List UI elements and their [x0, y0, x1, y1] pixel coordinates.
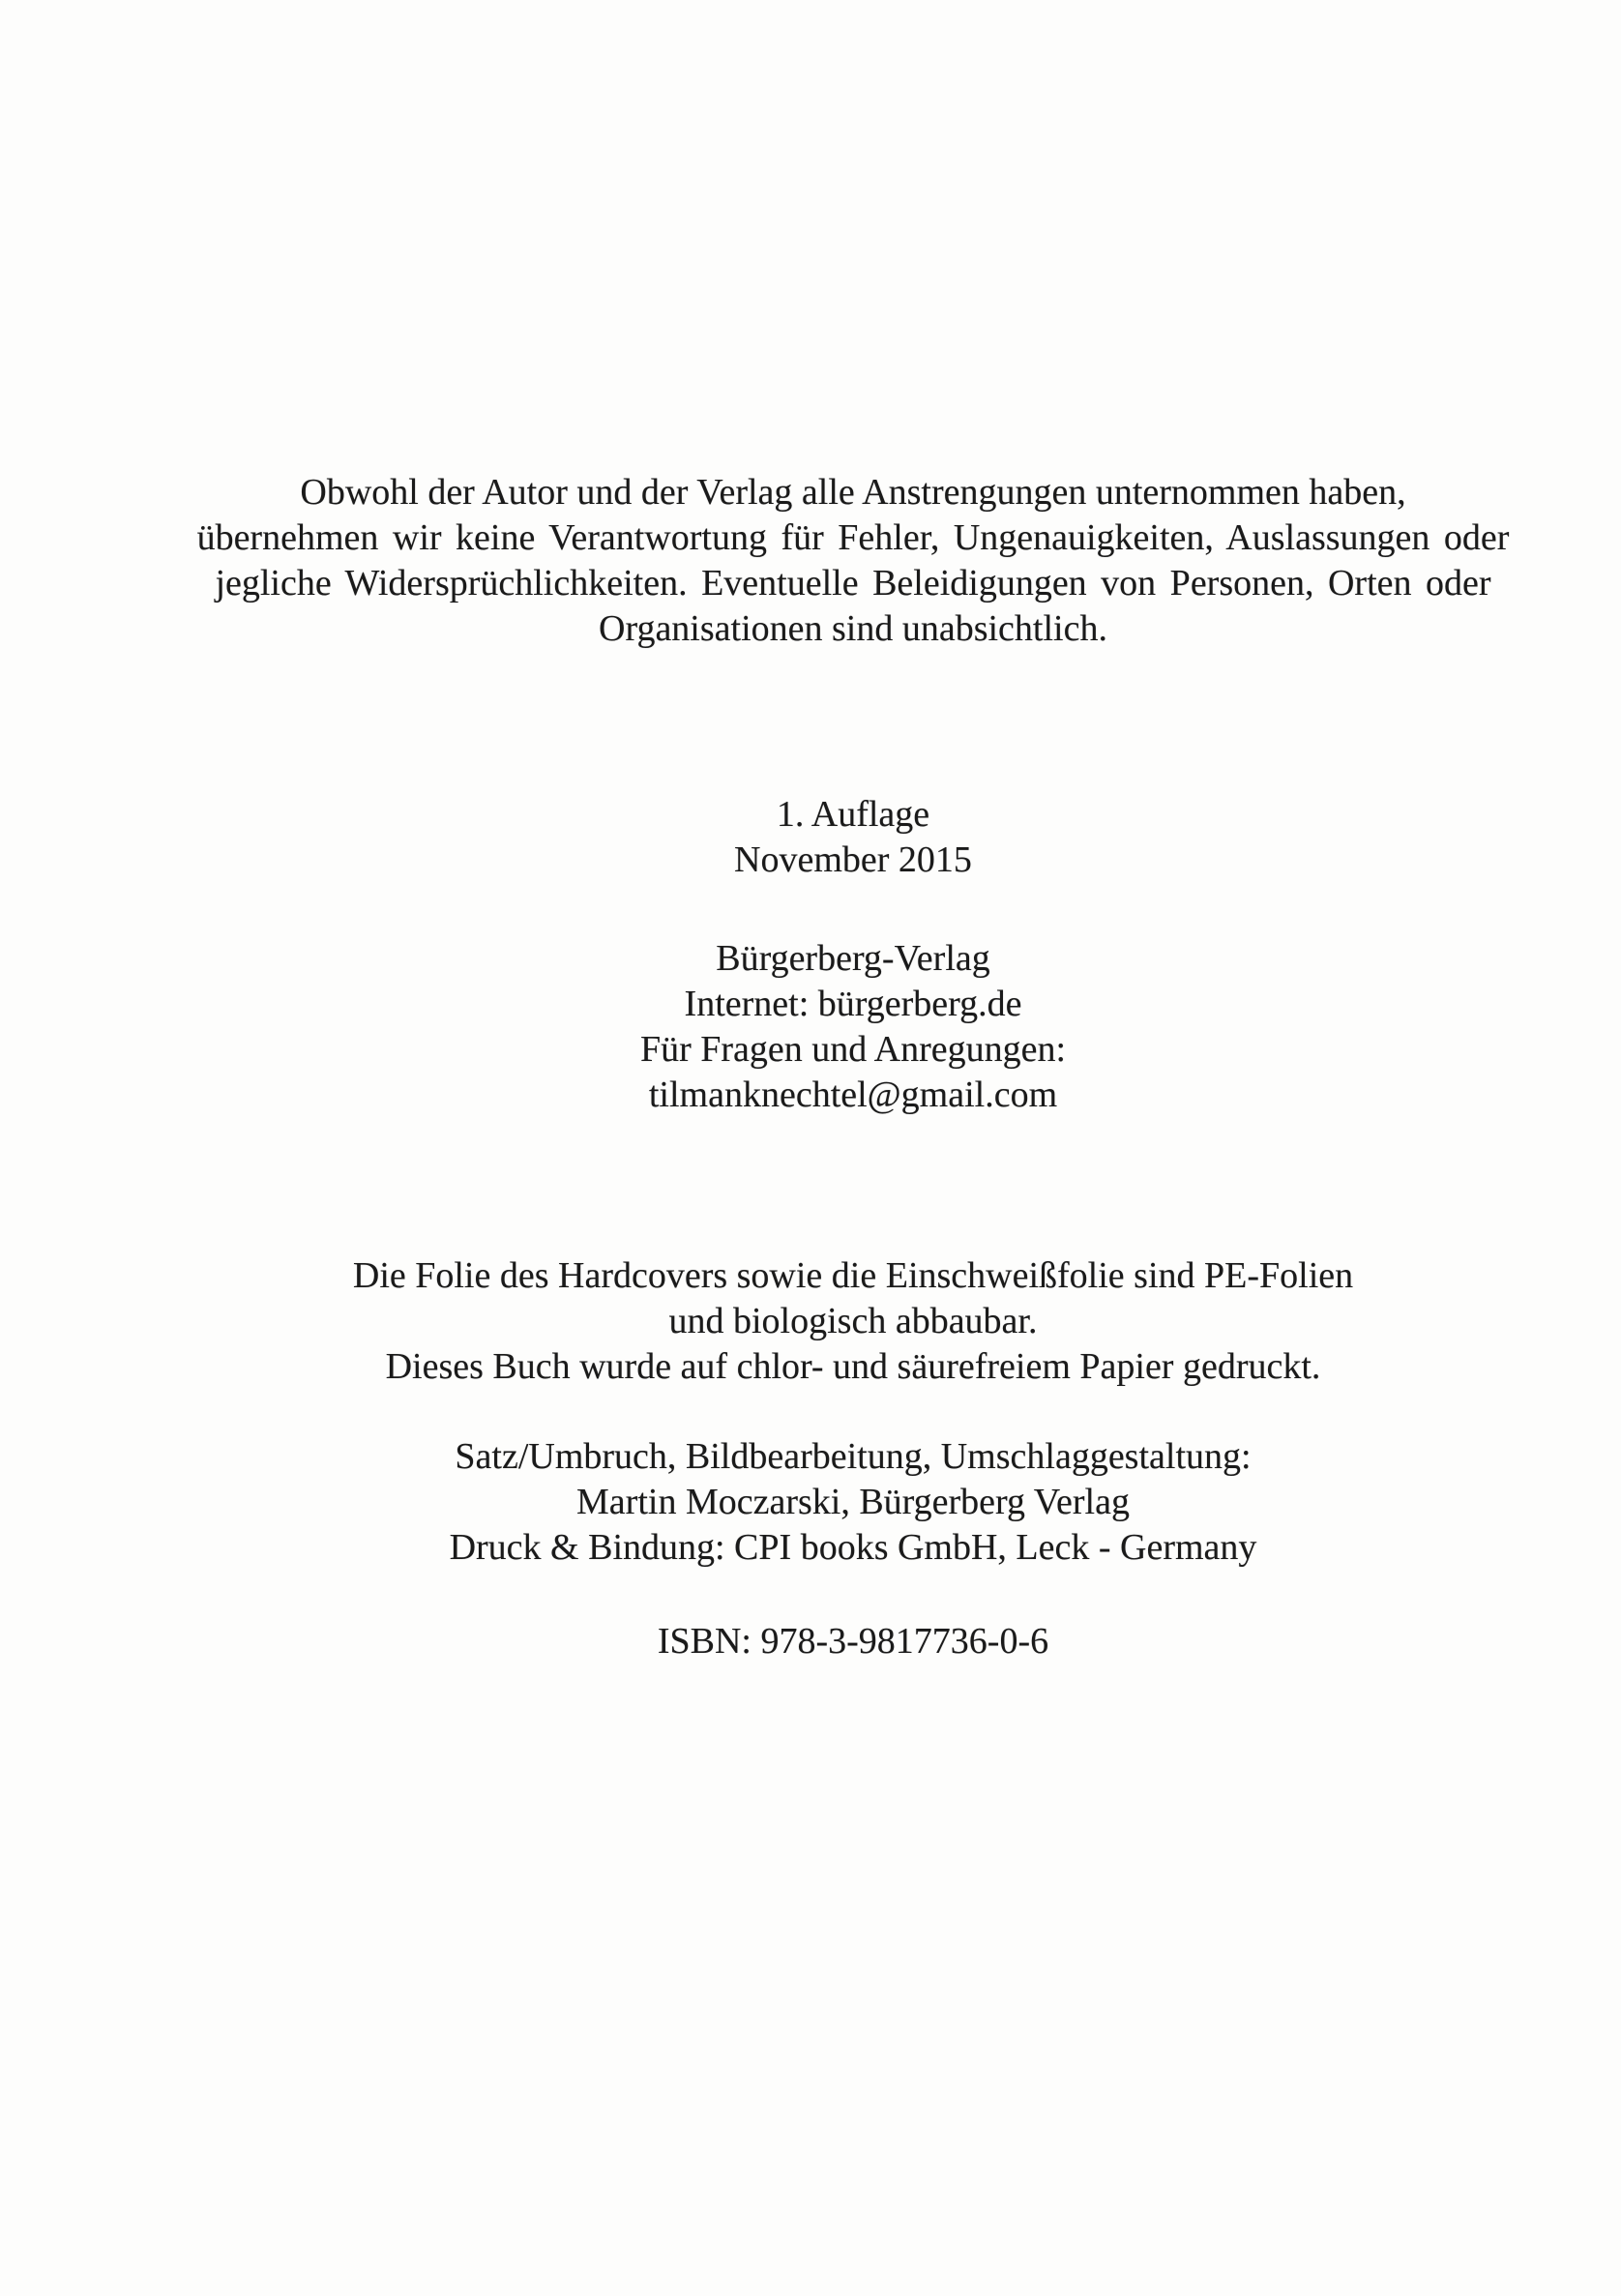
publisher-contact-label: Für Fragen und Anregungen:: [639, 1029, 1067, 1070]
publisher-name: Bürgerberg-Verlag: [716, 938, 990, 979]
publisher-email: tilmanknechtel@gmail.com: [648, 1074, 1058, 1115]
publisher-info: [85, 936, 1621, 1118]
paper-info-line-3: Dieses Buch wurde auf chlor- und säurefreiem Papier gedruckt.: [385, 1346, 1321, 1387]
production-credits: [85, 1434, 1621, 1571]
production-credits-label: Satz/Umbruch, Bildbearbeitung, Umschlaggestaltung:: [455, 1436, 1252, 1477]
disclaimer-line-3: jegliche Widersprüchlichkeiten. Eventuelle Beleidigungen von Personen, Orten oder: [215, 563, 1491, 603]
disclaimer-paragraph: [85, 470, 1621, 652]
isbn-text: ISBN: 978-3-9817736-0-6: [657, 1621, 1049, 1662]
publisher-website: Internet: bürgerberg.de: [684, 984, 1022, 1024]
edition-number: 1. Auflage: [776, 794, 930, 835]
production-print-binding: Druck & Bindung: CPI books GmbH, Leck - Germany: [449, 1527, 1257, 1568]
paper-info: [85, 1253, 1621, 1390]
imprint-content: [85, 470, 1621, 1664]
paper-info-line-2: und biologisch abbaubar.: [668, 1301, 1038, 1341]
isbn-section: [85, 1619, 1621, 1664]
paper-info-line-1: Die Folie des Hardcovers sowie die Einschweißfolie sind PE-Folien: [352, 1255, 1354, 1296]
edition-date: November 2015: [734, 839, 972, 880]
disclaimer-line-2: übernehmen wir keine Verantwortung für Fehler, Ungenauigkeiten, Auslassungen oder: [196, 517, 1510, 558]
production-credits-names: Martin Moczarski, Bürgerberg Verlag: [576, 1482, 1130, 1522]
edition-info: [85, 792, 1621, 883]
disclaimer-line-1: Obwohl der Autor und der Verlag alle Anstrengungen unternommen haben,: [300, 472, 1406, 513]
disclaimer-line-4: Organisationen sind unabsichtlich.: [599, 608, 1107, 649]
